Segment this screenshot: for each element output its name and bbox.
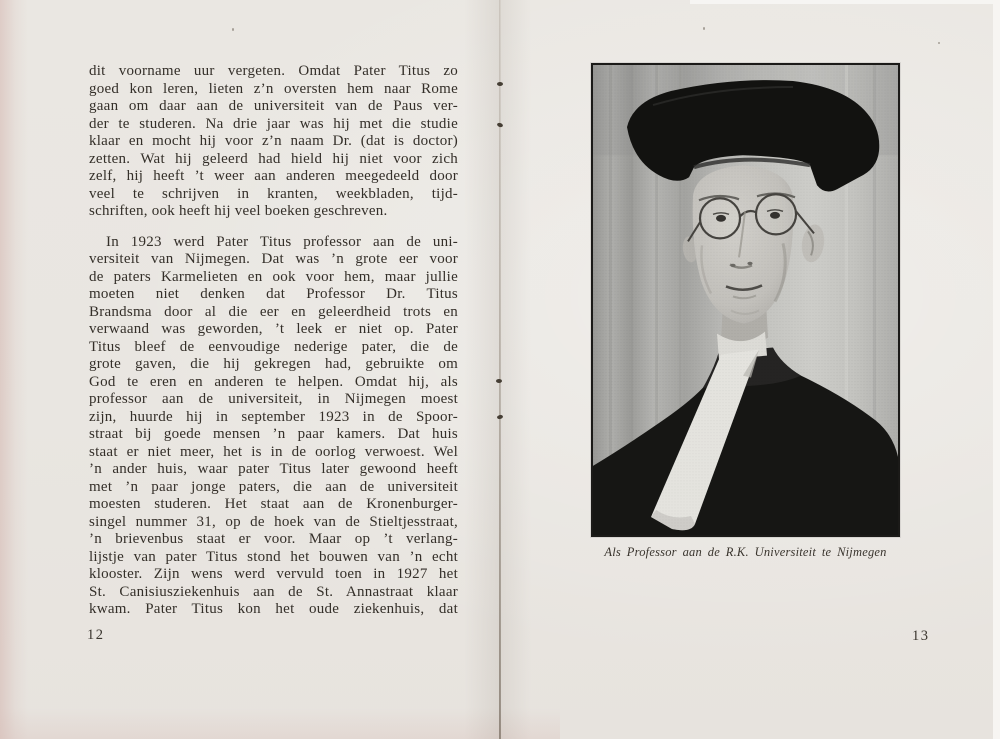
binding-stitch-dot [497, 82, 503, 86]
text-line: professor aan de universiteit, in Nijmegen moest [89, 391, 458, 407]
text-line: zetten. Wat hij geleerd had hield hij niet voor zich [89, 150, 458, 167]
text-line: ’n ander huis, waar pater Titus later gewoond heeft [89, 461, 458, 477]
paper-speck [938, 42, 940, 44]
text-line: straat bij goede mensen ’n paar kamers. Dat huis [89, 426, 458, 442]
gutter-shadow-right [501, 0, 531, 739]
portrait-photo [593, 65, 898, 535]
text-line: zijn, huurde hij in september 1923 in de Spoor- [89, 408, 458, 425]
left-page-text [89, 63, 458, 619]
paper-speck [232, 28, 234, 31]
text-line: gaan om daar aan de universiteit van de Paus ver- [89, 98, 458, 114]
paragraph [89, 63, 458, 221]
text-line: kwam. Pater Titus kon het oude ziekenhuis, dat [89, 601, 458, 617]
text-line: singel nummer 31, op de hoek van de Stieltjesstraat, [89, 513, 458, 530]
text-line: klooster. Zijn wens werd vervuld toen in 1927 het [89, 566, 458, 582]
scan-edge-right [993, 0, 1000, 739]
binding-stitch-dot [496, 379, 502, 383]
text-line: veel te schrijven in kranten, weekbladen, tijd- [89, 185, 458, 202]
text-line: de paters Karmelieten en ook voor hem, maar jullie [89, 268, 458, 285]
text-line: schriften, ook heeft hij veel boeken geschreven. [89, 203, 388, 219]
text-line: Brandsma door al die eer en geleerdheid trots en [89, 303, 458, 320]
page-edge-tint-left [0, 0, 28, 739]
text-line: met ’n paar jonge paters, die aan de universiteit [89, 478, 458, 495]
text-line: In 1923 werd Pater Titus professor aan de uni- [106, 233, 458, 250]
text-line: lijstje van pater Titus stond het bouwen van ’n echt [89, 548, 458, 565]
text-line: moesten studeren. Het staat aan de Kronenburger- [89, 496, 458, 512]
gutter-shadow-left [464, 0, 500, 739]
paper-speck [703, 27, 705, 30]
text-line: der te studeren. Na drie jaar was hij met die studie [89, 115, 458, 132]
text-line: moeten niet denken dat Professor Dr. Titus [89, 286, 458, 302]
text-line: klaar en mocht hij voor z’n naam Dr. (dat is doctor) [89, 133, 458, 149]
text-line: God te eren en anderen te helpen. Omdat hij, als [89, 373, 458, 390]
paragraph [89, 234, 458, 619]
photo-frame [591, 63, 900, 537]
photo-caption: Als Professor aan de R.K. Universiteit te Nijmegen [604, 545, 887, 559]
page-number-right: 13 [912, 628, 930, 644]
text-line: goed kon leren, lieten z’n oversten hem naar Rome [89, 80, 458, 97]
text-line: staat er niet meer, het is in de oorlog verwoest. Wel [89, 443, 458, 460]
text-line: grote gaven, die hij gekregen had, gebruikte om [89, 356, 458, 372]
text-line: ’n brievenbus staat er voor. Maar op ’t verlang- [89, 531, 458, 547]
text-line: verwaand was geworden, ’t leek er niet op. Pater [89, 321, 458, 337]
text-line: versiteit van Nijmegen. Dat was ’n grote eer voor [89, 251, 458, 267]
text-line: St. Canisiusziekenhuis aan de St. Annastraat klaar [89, 583, 458, 600]
page-number-left: 12 [87, 627, 105, 643]
scan-edge-top [690, 0, 993, 4]
text-line: dit voorname uur vergeten. Omdat Pater Titus zo [89, 63, 458, 79]
text-line: Titus bleef de eenvoudige nederige pater, die de [89, 338, 458, 355]
text-line: zelf, hij heeft ’t weer aan anderen meegedeeld door [89, 168, 458, 184]
